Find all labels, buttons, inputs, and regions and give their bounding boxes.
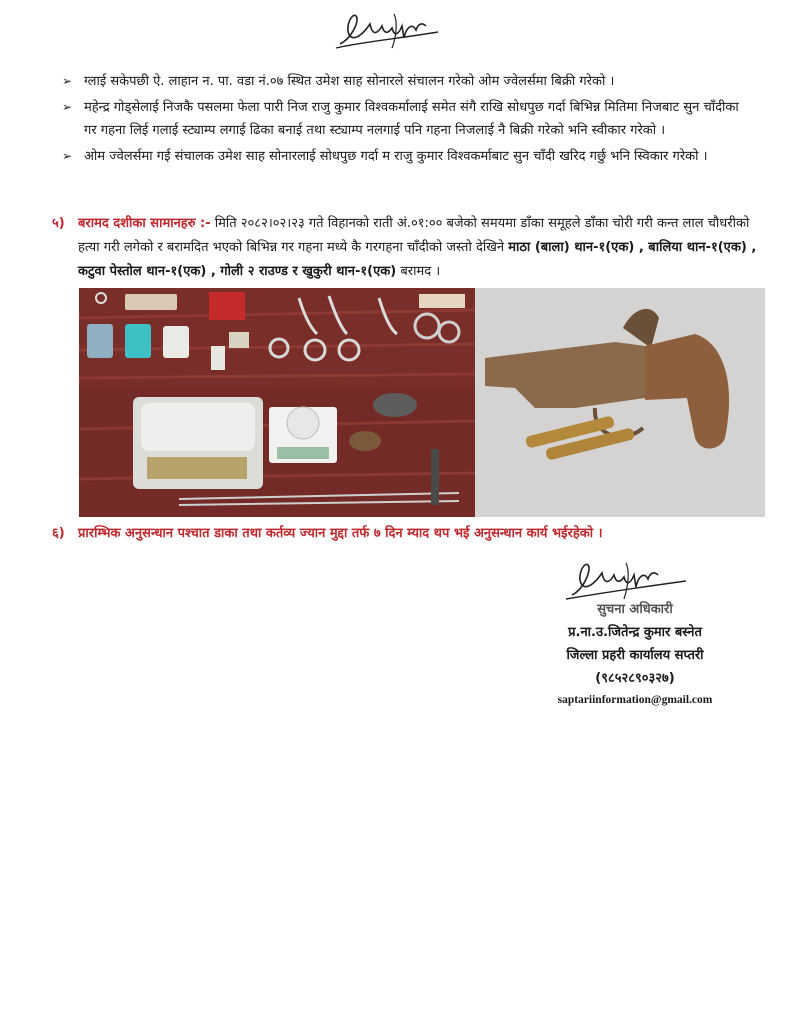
section-heading: बरामद दशीका सामानहरु :-: [78, 216, 211, 231]
signatory-phone: (९८५२८९०३२७): [595, 671, 675, 686]
section-investigation-status: [52, 522, 764, 546]
list-item: ➢ ओम ज्वेलर्समा गई संचालक उमेश साह सोनारलाई सोधपुछ गर्दा म राजु कुमार विश्वकर्माबाट सुन चाँदी खरिद गर्छु भनि स्विकार गरेको ।: [62, 145, 752, 168]
bullet-list: [62, 70, 752, 171]
signatory-office: जिल्ला प्रहरी कार्यालय सप्तरी: [566, 648, 704, 663]
arrow-bullet-icon: ➢: [62, 149, 73, 163]
top-signature: [332, 8, 442, 56]
jewelry-photo: [79, 288, 475, 389]
section-number: ५): [52, 216, 65, 231]
signatory-name: प्र.ना.उ.जितेन्द्र कुमार बस्नेत: [568, 625, 702, 640]
weighing-scale-photo: [79, 389, 475, 517]
signatory-email: saptariinformation@gmail.com: [557, 694, 713, 706]
section-recovered-items: [52, 212, 764, 284]
section-text: मिति २०८२।०२।२३ गते विहानको राती अं.०१:०० बजेको समयमा डाँका समूहले डाँका चोरी गरी कन्त लाल चौधरीको हत्या गरी लगेको र बरामदित भएको बिभिन्न गर गहना मध्ये कै गरगहना चाँदीको जस्तो देखिने: [78, 216, 750, 255]
list-item: ➢ ग्लाई सकेपछी ऐ. लाहान न. पा. वडा नं.०७ स्थित उमेश साह सोनारले संचालन गरेको ओम ज्वेलर्समा बिक्री गरेको ।: [62, 70, 752, 93]
section-tail: बरामद ।: [396, 264, 441, 279]
signature-block: [520, 562, 750, 710]
list-item: ➢ महेन्द्र गोड्सेलाई निजकै पसलमा फेला पारी निज राजु कुमार विश्वकर्मालाई समेत संगै राखि सोधपुछ गर्दा बिभिन्न मितिमा निजबाट सुन चाँदीका गर गहना लिई गलाई स्ट्याम्प लगाई ढिका बनाई तथा स्ट्याम्प नलगाई पनि गहना निजलाई नै बिक्री गरेको भनि स्वीकार गरेको ।: [62, 96, 752, 142]
arrow-bullet-icon: ➢: [62, 100, 73, 114]
recovered-items-list: माठा (बाला) थान-१(एक) , बालिया थान-१(एक) , कटुवा पेस्तोल थान-१(एक) , गोली २ राउण्ड र खुकुरी थान-१(एक): [78, 240, 757, 279]
signatory-title: सुचना अधिकारी: [597, 602, 673, 617]
evidence-photos: [79, 288, 765, 517]
arrow-bullet-icon: ➢: [62, 74, 73, 88]
section-number: ६): [52, 526, 65, 541]
pistol-photo: [475, 288, 765, 517]
investigation-status-text: प्रारम्भिक अनुसन्धान पश्चात डाका तथा कर्तव्य ज्यान मुद्दा तर्फ ७ दिन म्याद थप भई अनुसन्धान कार्य भईरहेको ।: [78, 526, 603, 541]
